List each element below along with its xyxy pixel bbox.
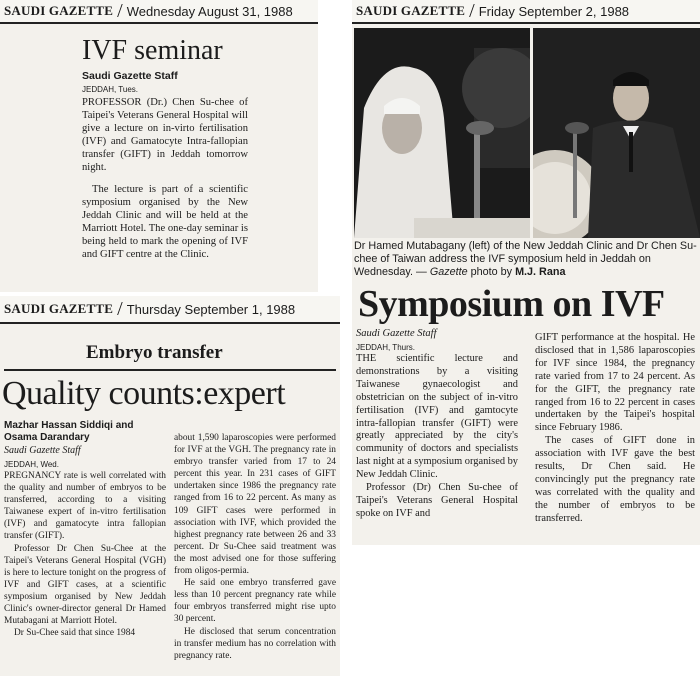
clipping-quality-counts — [0, 296, 340, 676]
paragraph: PROFESSOR (Dr.) Chen Su-chee of Taipei's Veterans General Hospital will give a lecture on in-virto fertilisation (IVF) and Gamatocyte Intra-fallopian transfer (GIFT) in Jeddah tomorrow night. — [82, 97, 248, 174]
paragraph: The cases of GIFT done in association with IVF gave the best results, Dr Chen said. He convincingly put the pregnancy rate was correlated with the quality and the number of embryos to be transferred. — [535, 435, 695, 524]
byline: Saudi Gazette Staff — [82, 70, 178, 82]
photo-illustration — [533, 28, 700, 238]
article-column-2 — [535, 332, 695, 526]
dateline: JEDDAH, Tues. — [82, 85, 139, 94]
article-column-1 — [4, 470, 166, 639]
article-body — [82, 96, 248, 261]
photo-credit: M.J. Rana — [515, 266, 566, 278]
paragraph: He said one embryo transferred gave less than 10 percent pregnancy rate while four embryos transferred might rise upto 30 percent. — [174, 578, 336, 625]
masthead — [0, 296, 340, 324]
headline: IVF seminar — [82, 35, 223, 66]
issue-date: Thursday September 1, 1988 — [126, 301, 296, 317]
byline-2: Osama Darandary — [4, 432, 90, 443]
issue-date: Wednesday August 31, 1988 — [126, 3, 293, 19]
kicker: Embryo transfer — [86, 342, 223, 363]
paragraph: Professor Dr Chen Su-Chee at the Taipei's Veterans General Hospital (VGH) is here to lecture tonight on the progress of IVF and GIFT cases, at a scientific symposium organised by New Jeddah Clinic's owner-director general Dr Hamed Mutabagani at Marriott Hotel. — [4, 543, 166, 627]
masthead — [0, 0, 318, 24]
paragraph: PREGNANCY rate is well correlated with the quality and number of embryos to be transferred, according to a visiting Taiwanese expert of in-vitro fertilisation (IVF) and gamatocyte intra fallopian transfer (GIFT). — [4, 471, 166, 542]
photo-dr-mutabagany — [354, 28, 530, 238]
headline-symposium: Symposium on IVF — [358, 283, 665, 325]
clipping-ivf-seminar — [0, 0, 318, 292]
paragraph: about 1,590 laparoscopies were performed for IVF at the VGH. The pregnancy rate in embryo transfer varied from 17 to 24 percent this year. In 231 cases of GIFT undertaken since 1986 the pregnancy rate ranged from 16 to 22 percent. As many as 109 GIFT cases were performed in association with IVF, which provided the highest pregnancy rate between 26 and 33 percent. Dr Su-Chee said treatment was the most advised one for those suffering from oligos-permia. — [174, 433, 336, 577]
article-column-1 — [356, 353, 518, 521]
kicker-rule — [4, 369, 336, 371]
newspaper-name: SAUDI GAZETTE — [356, 3, 466, 18]
paragraph: THE scientific lecture and demonstrations by a visiting Taiwanese gynaecologist and obstetrician on the subject of in-vitro fertilisation (IVF) and gamtocyte intra-fallopian transfer (GIFT) were greatly appreciated by the city's community of doctors and specialists last night at a symposium organised by New Jeddah Clinic. — [356, 353, 519, 481]
article-column-2 — [174, 432, 336, 662]
paragraph: He disclosed that serum concentration in transfer medium has no correlation with pregnancy rate. — [174, 626, 336, 661]
photo-illustration — [354, 28, 530, 238]
masthead-divider: / — [117, 297, 123, 320]
paragraph: Professor (Dr) Chen Su-chee of Taipei's Veterans General Hospital spoke on IVF and — [356, 482, 518, 519]
masthead-divider: / — [469, 0, 475, 22]
dateline: JEDDAH, Thurs. — [356, 343, 415, 352]
paragraph: GIFT performance at the hospital. He disclosed that in 1,586 laparoscopies for IVF since 1984, the pregnancy rate varied from 17 to 24 percent. As for the GIFT, the pregnancy rate ranged from 16 to 22 percent in cases undertaken by the Taipei's hospital since February 1986. — [535, 332, 695, 434]
photo-caption — [354, 240, 700, 279]
photo-dr-chen — [533, 28, 700, 238]
paragraph: Dr Su-Chee said that since 1984 — [14, 628, 136, 639]
issue-date: Friday September 2, 1988 — [478, 3, 630, 19]
caption-photo: photo by — [467, 266, 516, 278]
byline: Saudi Gazette Staff — [356, 328, 437, 339]
masthead — [352, 0, 700, 24]
newspaper-name: SAUDI GAZETTE — [4, 301, 114, 316]
caption-gazette: Gazette — [429, 266, 468, 278]
paragraph: The lecture is part of a scientific symposium organised by the New Jeddah Clinic and will be held at the Marriott Hotel. The one-day seminar is being held to mark the opening of IVF and GIFT centre at the Clinic. — [82, 183, 248, 261]
dateline: JEDDAH, Wed. — [4, 460, 59, 469]
masthead-divider: / — [117, 0, 123, 22]
headline-quality: Quality counts:expert — [2, 375, 286, 412]
newspaper-name: SAUDI GAZETTE — [4, 3, 114, 18]
caption-text: Dr Hamed Mutabagany (left) of the New Jeddah Clinic and Dr Chen Su-chee of Taiwan address the IVF symposium held in Jeddah on Wednesday. — — [354, 240, 697, 278]
staff-credit: Saudi Gazette Staff — [4, 445, 81, 456]
byline-1: Mazhar Hassan Siddiqi and — [4, 420, 134, 431]
